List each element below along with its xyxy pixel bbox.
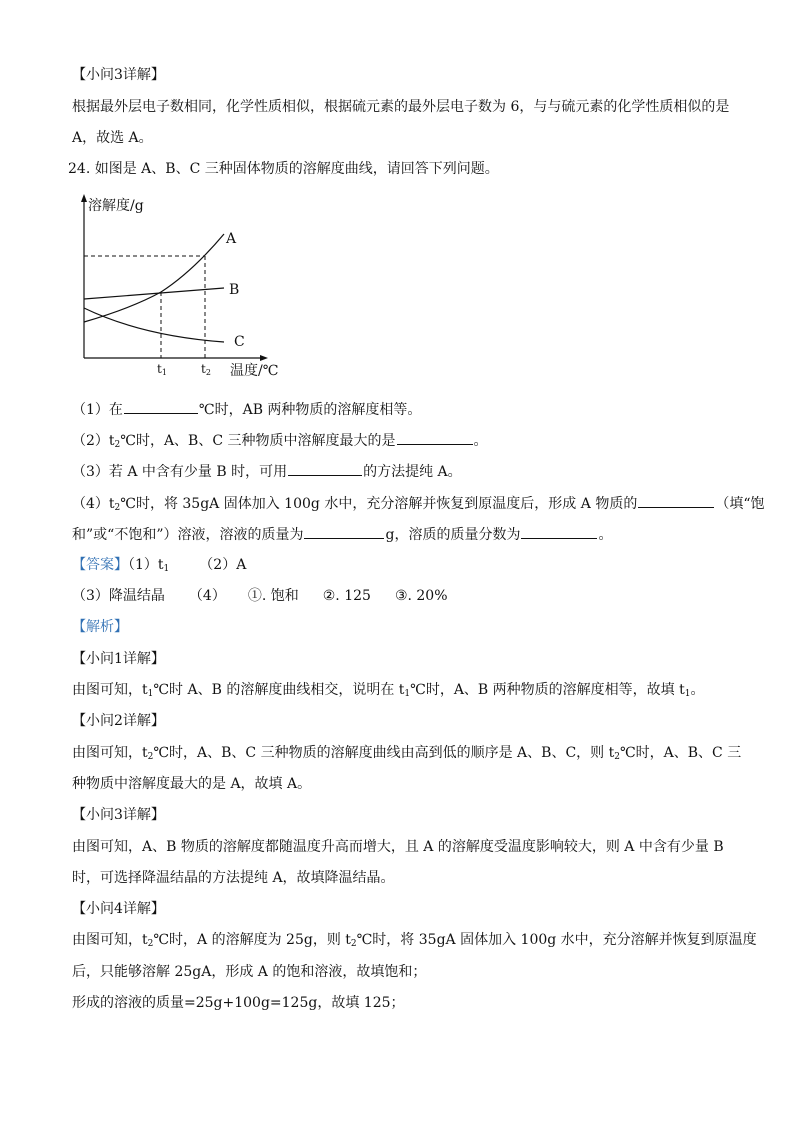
series-b-curve [84, 288, 224, 299]
blank-1[interactable] [124, 399, 198, 414]
blank-2[interactable] [397, 430, 473, 445]
series-c-label: C [234, 334, 245, 350]
question-1: （1）在 ℃时，AB 两种物质的溶解度相等。 [72, 399, 421, 420]
blank-6[interactable] [521, 524, 597, 539]
question-3: （3）若 A 中含有少量 B 时，可用 的方法提纯 A。 [72, 461, 462, 482]
blank-5[interactable] [304, 524, 384, 539]
analysis-p2-line2: 种物质中溶解度最大的是 A，故填 A。 [72, 776, 312, 792]
analysis-p2-line1: 由图可知，$t_2℃$时，A、B、C 三种物质的溶解度曲线由高到低的顺序是 A、B、C，则 $t_2℃$时，A、B、C 三 [72, 745, 742, 762]
answer-label: 【答案】 [72, 557, 128, 573]
x-tick-t1: t1 [157, 362, 167, 377]
x-axis-label: 温度/℃ [230, 363, 279, 379]
analysis-p3-line2: 时，可选择降温结晶的方法提纯 A，故填降温结晶。 [72, 870, 395, 886]
x-tick-t2: t2 [201, 362, 211, 377]
answer-line2: （3）降温结晶 （4） ①. 饱和 ②. 125 ③. 20% [72, 588, 448, 604]
series-a-curve [84, 234, 224, 322]
analysis-label: 【解析】 [72, 619, 128, 635]
analysis-heading-3: 【小问3详解】 [72, 807, 165, 823]
series-b-label: B [229, 282, 240, 298]
analysis-p4-line2: 后，只能够溶解 25gA，形成 A 的饱和溶液，故填饱和； [72, 964, 427, 980]
question-2: $(2)t_2℃$时，A、B、C 三种物质中溶解度最大的是 。 [72, 430, 488, 455]
analysis-heading-2: 【小问2详解】 [72, 713, 165, 729]
question-stem: 24. 如图是 A、B、C 三种固体物质的溶解度曲线，请回答下列问题。 [68, 161, 499, 177]
answer-line1: 【答案】$(1)t_1$ （2）A [72, 557, 247, 574]
prev-line1: 根据最外层电子数相同，化学性质相似，根据硫元素的最外层电子数为 6，与与硫元素的化学性质相似的是 [72, 99, 730, 115]
prev-heading: 【小问3详解】 [72, 67, 165, 83]
question-4-line2: 和”或“不饱和”）溶液，溶液的质量为 g，溶质的质量分数为 。 [72, 524, 612, 545]
analysis-p3-line1: 由图可知，A、B 物质的溶解度都随温度升高而增大，且 A 的溶解度受温度影响较大，则 A 中含有少量 B [72, 839, 724, 855]
blank-4[interactable] [638, 493, 714, 508]
analysis-p1: 由图可知，$t_1℃$时 A、B 的溶解度曲线相交，说明在 $t_1℃$时，A、B 两种物质的溶解度相等，故填 $t_1$。 [72, 682, 705, 699]
blank-3[interactable] [288, 461, 362, 476]
series-c-curve [84, 308, 224, 342]
series-a-label: A [226, 231, 237, 247]
prev-line2: A，故选 A。 [72, 130, 153, 146]
y-axis-label: 溶解度/g [88, 198, 144, 214]
x-axis-arrow [260, 355, 268, 361]
analysis-p4-line3: 形成的溶液的质量=25g+100g=125g，故填 125； [72, 995, 405, 1011]
analysis-p4-line1: 由图可知，$t_2℃$时，A 的溶解度为 25g，则 $t_2℃$时，将 35gA 固体加入 100g 水中，充分溶解并恢复到原温度 [72, 932, 757, 949]
y-axis-arrow [81, 194, 87, 202]
question-4-line1: $(4)t_2℃$时，将 35gA 固体加入 100g 水中，充分溶解并恢复到原温度后，形成 A 物质的 （填“饱 [72, 493, 765, 518]
analysis-heading-4: 【小问4详解】 [72, 901, 165, 917]
analysis-heading-1: 【小问1详解】 [72, 651, 165, 667]
solubility-chart [72, 190, 292, 385]
